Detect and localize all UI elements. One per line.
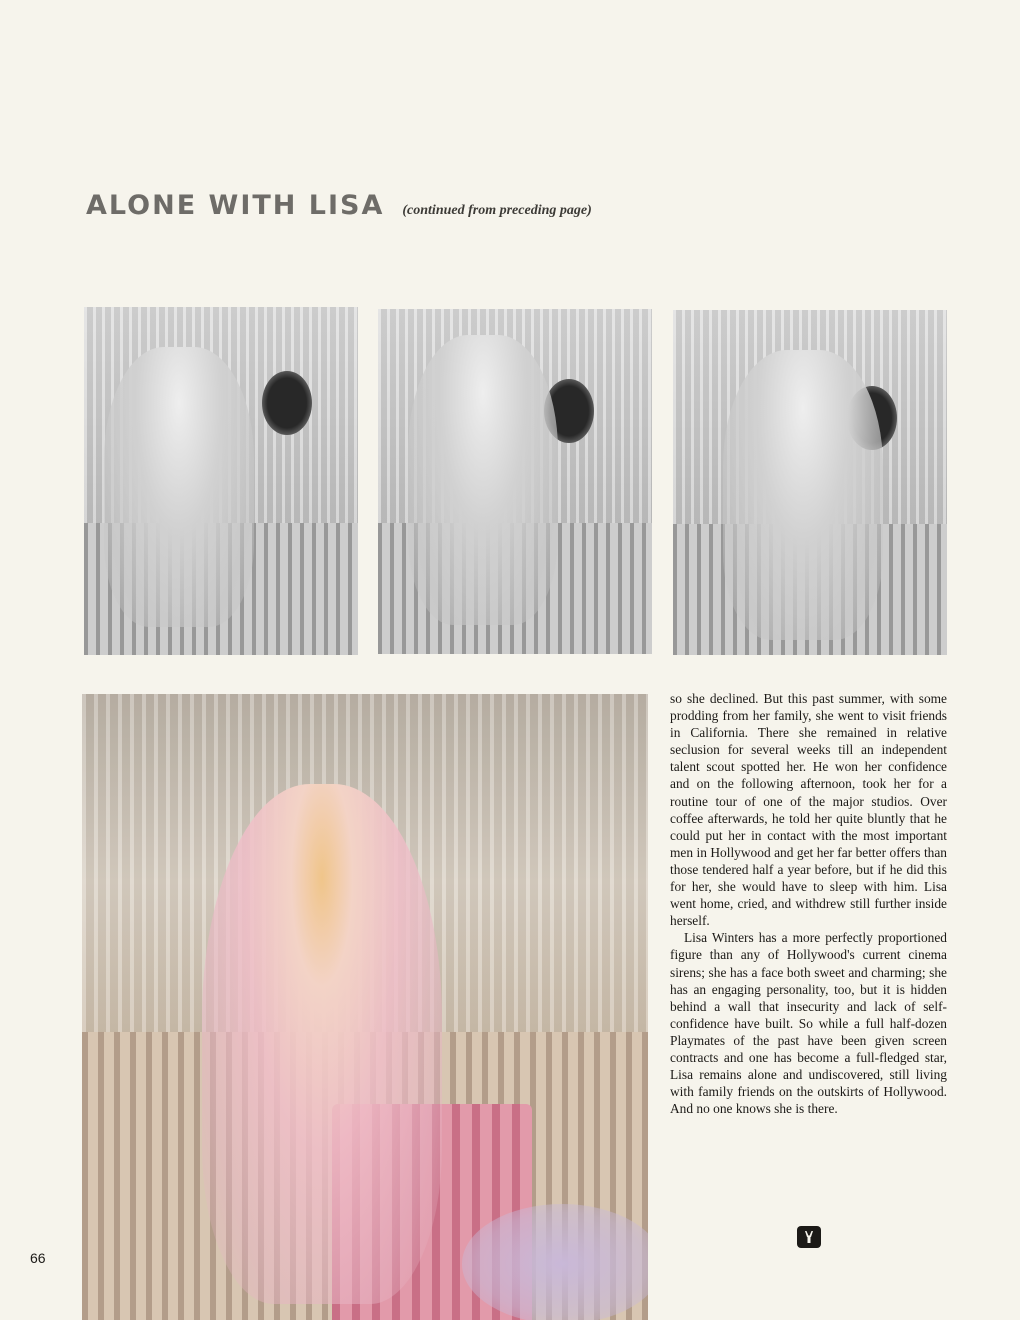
paragraph: Lisa Winters has a more perfectly proportioned figure than any of Hollywood's current cinema sirens; she has a face both sweet and charming; she has an engaging personality, too, but it is hidden behind a wall that insecurity and lack of self-confidence have built. So while a full half-dozen Playmates of the past have been given screen contracts and one has become a full-fledged star, Lisa remains alone and undiscovered, still living with family friends on the outskirts of Hollywood. And no one knows she is there.: [670, 930, 947, 1117]
photo-bw-3: [673, 310, 947, 655]
lavender-tulle: [462, 1204, 648, 1320]
paragraph: so she declined. But this past summer, with some prodding from her family, she went to visit friends in California. There she remained in relative seclusion for several weeks till an independent talent scout spotted her. He won her confidence and on the following afternoon, took her for a routine tour of one of the major studios. Over coffee afterwards, he told her quite bluntly that he could put her in contact with the most important men in Hollywood and get her far better offers than those tendered half a year before, but if he did this for her, she would have to sleep with him. Lisa went home, cried, and withdrew still further inside herself.: [670, 691, 947, 929]
article-heading: [86, 190, 592, 221]
model-figure: [408, 335, 558, 625]
page-number: 66: [30, 1250, 46, 1266]
photo-bw-1: [84, 307, 358, 655]
article-title: ALONE WITH LISA: [86, 190, 385, 221]
model-figure: [202, 784, 442, 1304]
article-body: [670, 690, 947, 1117]
rabbit-logo-icon: [797, 1226, 821, 1248]
photo-color-large: [82, 694, 648, 1320]
photo-bw-2: [378, 309, 652, 654]
continuation-note: (continued from preceding page): [402, 203, 592, 218]
model-figure: [723, 350, 883, 640]
vanity-mirror: [262, 371, 312, 435]
model-figure: [104, 347, 254, 627]
